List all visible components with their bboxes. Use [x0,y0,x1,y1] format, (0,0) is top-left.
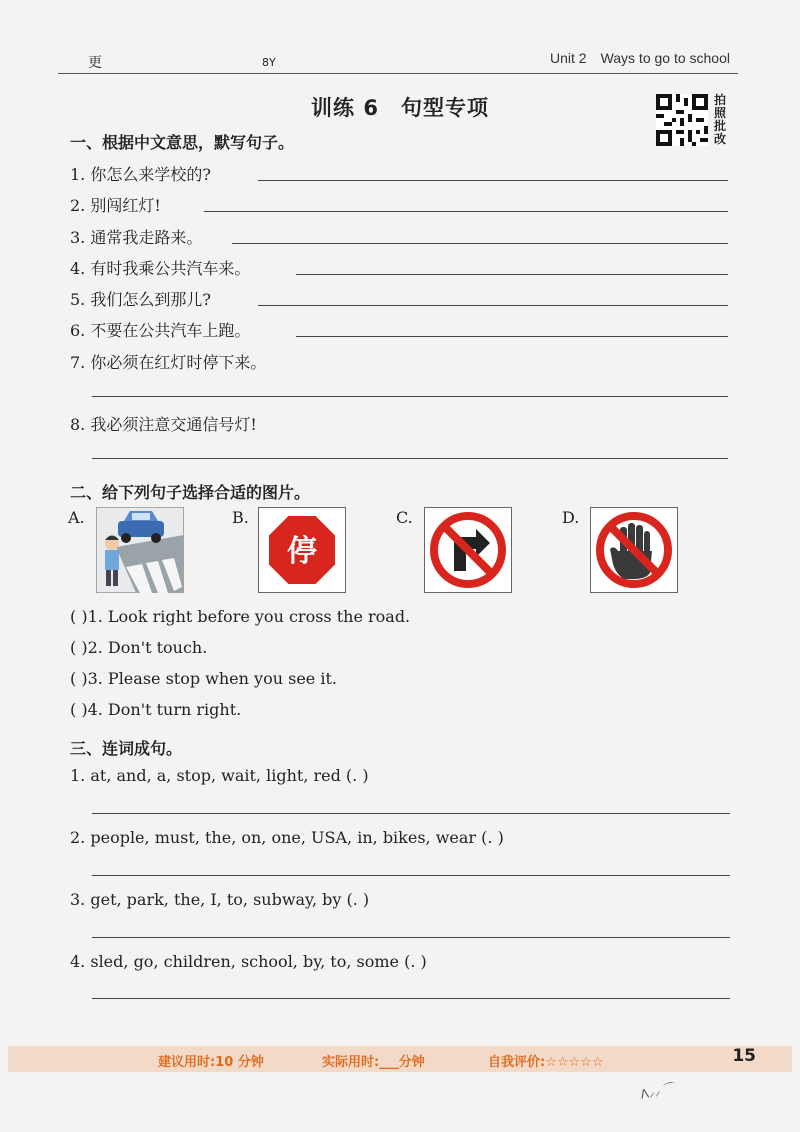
footer-self-eval: 自我评价:☆☆☆☆☆ [488,1055,604,1070]
stop-sign-text: 停 [287,534,317,569]
title-part2: 句型专项 [400,96,489,120]
footer-suggested-time: 建议用时:10 分钟 [158,1055,264,1070]
qr-label-char: 改 [714,132,727,146]
s2-sentence-2[interactable]: ( )2. Don't touch. [70,638,208,657]
no-touch-picture [590,507,678,593]
s1-answer-line-3[interactable] [232,243,728,244]
option-a-label: A. [68,508,85,527]
s3-answer-line-4[interactable] [92,998,730,999]
stop-sign-picture [258,507,346,593]
header-left-char: 更 [88,55,102,71]
s1-item-4: 4. 有时我乘公共汽车来。 [70,259,251,278]
s3-item-2: 2. people, must, the, on, one, USA, in, bikes, wear (. ) [70,828,504,847]
s1-answer-line-2[interactable] [204,211,728,212]
s1-item-1: 1. 你怎么来学校的? [70,165,211,184]
s1-answer-line-7[interactable] [92,396,728,397]
header-divider [58,73,738,74]
s1-item-5: 5. 我们怎么到那儿? [70,290,211,309]
unit-title: Ways to go to school [600,50,730,66]
footer-actual-time: 实际用时:___分钟 [322,1055,425,1070]
s1-item-6: 6. 不要在公共汽车上跑。 [70,321,251,340]
pencil-scribble: ᐱ⸝⸝ ⌒ [639,1080,678,1102]
s1-answer-line-5[interactable] [258,305,728,306]
no-right-turn-picture [424,507,512,593]
s3-answer-line-3[interactable] [92,937,730,938]
option-d-label: D. [562,508,580,527]
qr-label [714,94,728,146]
s1-item-8: 8. 我必须注意交通信号灯! [70,415,257,434]
page-number: 15 [732,1046,756,1066]
s3-answer-line-1[interactable] [92,813,730,814]
qr-label-char: 拍 [714,93,727,107]
header-code: 8Y [262,56,276,69]
s1-answer-line-4[interactable] [296,274,728,275]
qr-label-char: 照 [714,106,727,120]
unit-label: Unit 2 [549,50,587,66]
section3-heading: 三、连词成句。 [70,739,183,758]
s1-answer-line-8[interactable] [92,458,728,459]
option-b-label: B. [232,508,249,527]
s1-item-7: 7. 你必须在红灯时停下来。 [70,353,267,372]
qr-code-icon[interactable] [656,94,708,146]
s1-item-2: 2. 别闯红灯! [70,196,161,215]
option-c-label: C. [396,508,413,527]
section1-heading: 一、根据中文意思，默写句子。 [70,133,295,152]
footer-bar [8,1046,792,1072]
s3-answer-line-2[interactable] [92,875,730,876]
s3-item-1: 1. at, and, a, stop, wait, light, red (. ) [70,766,369,785]
qr-label-char: 批 [714,119,727,133]
section2-heading: 二、给下列句子选择合适的图片。 [70,483,311,502]
s2-sentence-4[interactable]: ( )4. Don't turn right. [70,700,242,719]
s2-sentence-1[interactable]: ( )1. Look right before you cross the road. [70,607,411,626]
header-unit [550,50,730,66]
s1-answer-line-6[interactable] [296,336,728,337]
s1-item-3: 3. 通常我走路来。 [70,228,203,247]
s1-answer-line-1[interactable] [258,180,728,181]
title-part1: 训练 6 [311,96,379,120]
s3-item-3: 3. get, park, the, I, to, subway, by (. ) [70,890,370,909]
s2-sentence-3[interactable]: ( )3. Please stop when you see it. [70,669,337,688]
s3-item-4: 4. sled, go, children, school, by, to, some (. ) [70,952,427,971]
crosswalk-picture [96,507,184,593]
